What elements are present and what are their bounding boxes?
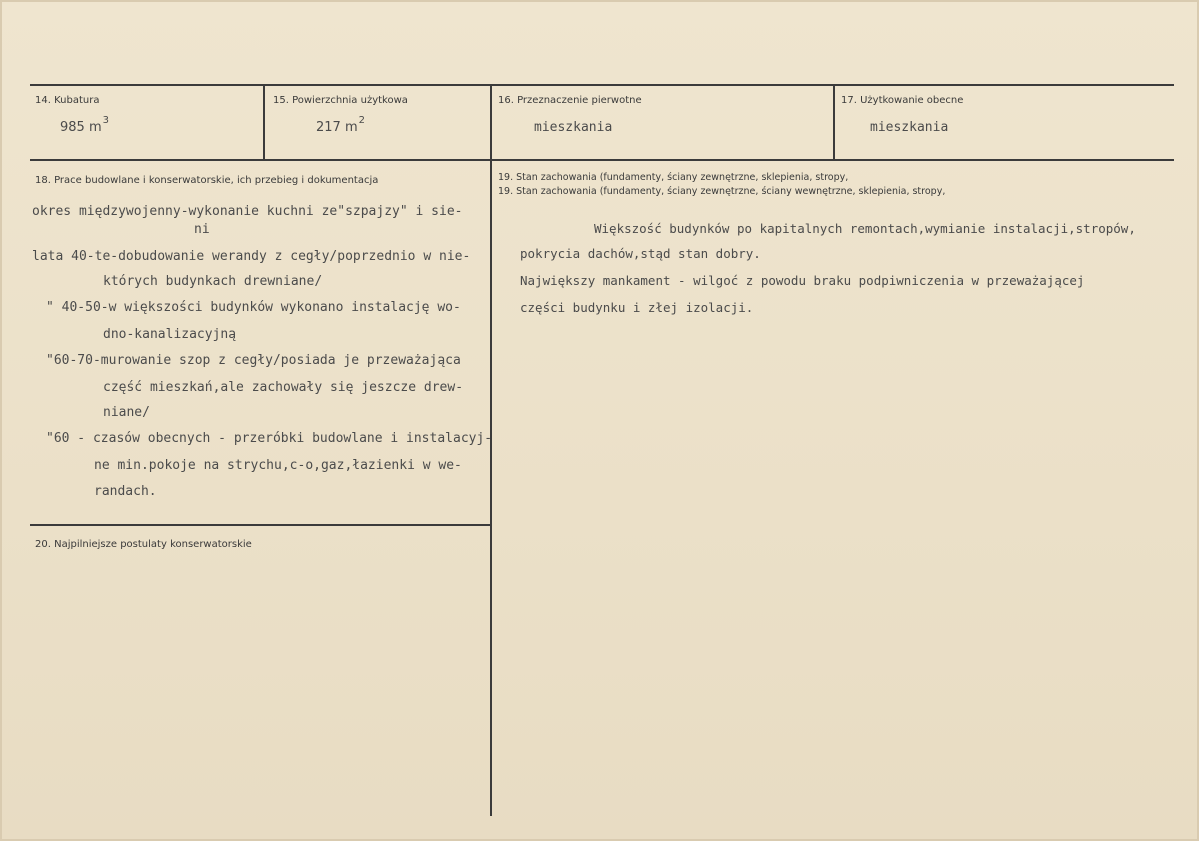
divider-14-15	[263, 86, 265, 159]
section-18-line: "60 - czasów obecnych - przeróbki budowlane i instalacyj-	[46, 431, 493, 446]
section-19-label-a: 19. Stan zachowania (fundamenty, ściany zewnętrzne, sklepienia, stropy,	[498, 172, 849, 183]
section-19-label-b: 19. Stan zachowania (fundamenty, ściany zewnętrzne, ściany wewnętrzne, sklepienia, stropy,	[498, 186, 946, 197]
section-18-line: dno-kanalizacyjną	[103, 327, 237, 342]
section-18-line: randach.	[94, 484, 157, 499]
section-18-line: niane/	[103, 405, 150, 420]
section-18-line: ne min.pokoje na strychu,c-o,gaz,łazienki w we-	[94, 458, 462, 473]
powierzchnia-unit-exponent: 2	[358, 115, 365, 126]
powierzchnia-label: 15. Powierzchnia użytkowa	[273, 95, 408, 106]
section-18-bottom-rule	[30, 524, 491, 526]
uzytkowanie-value: mieszkania	[870, 120, 949, 135]
section-19-line: pokrycia dachów,stąd stan dobry.	[520, 246, 761, 261]
divider-15-16	[490, 86, 492, 159]
section-18-line: "60-70-murowanie szop z cegły/posiada je przeważająca	[46, 353, 461, 368]
divider-16-17	[833, 86, 835, 159]
section-18-line: ni	[194, 222, 210, 237]
kubatura-value	[60, 115, 109, 135]
section-19-line: części budynku i złej izolacji.	[520, 300, 754, 315]
section-18-label: 18. Prace budowlane i konserwatorskie, ich przebieg i dokumentacja	[35, 175, 379, 186]
powierzchnia-number: 217 m	[316, 120, 358, 135]
section-19-line: Największy mankament - wilgoć z powodu braku podpiwniczenia w przeważającej	[520, 273, 1085, 288]
divider-18-19	[490, 161, 492, 816]
section-18-line: okres międzywojenny-wykonanie kuchni ze"szpajzy" i sie-	[32, 204, 463, 219]
section-20-label: 20. Najpilniejsze postulaty konserwatorskie	[35, 539, 252, 550]
przeznaczenie-label: 16. Przeznaczenie pierwotne	[498, 95, 642, 106]
fields-bottom-rule	[30, 159, 1174, 161]
uzytkowanie-label: 17. Użytkowanie obecne	[841, 95, 964, 106]
kubatura-unit-exponent: 3	[102, 115, 109, 126]
powierzchnia-value	[316, 115, 365, 135]
kubatura-number: 985 m	[60, 120, 102, 135]
section-18-line: których budynkach drewniane/	[103, 274, 323, 289]
przeznaczenie-value: mieszkania	[534, 120, 613, 135]
section-19-line: Większość budynków po kapitalnych remontach,wymianie instalacji,stropów,	[594, 221, 1136, 236]
section-18-line: część mieszkań,ale zachowały się jeszcze drew-	[103, 380, 464, 395]
section-18-line: " 40-50-w większości budynków wykonano instalację wo-	[46, 300, 461, 315]
kubatura-label: 14. Kubatura	[35, 95, 100, 106]
section-18-line: lata 40-te-dobudowanie werandy z cegły/poprzednio w nie-	[32, 249, 471, 264]
top-rule	[30, 84, 1174, 86]
